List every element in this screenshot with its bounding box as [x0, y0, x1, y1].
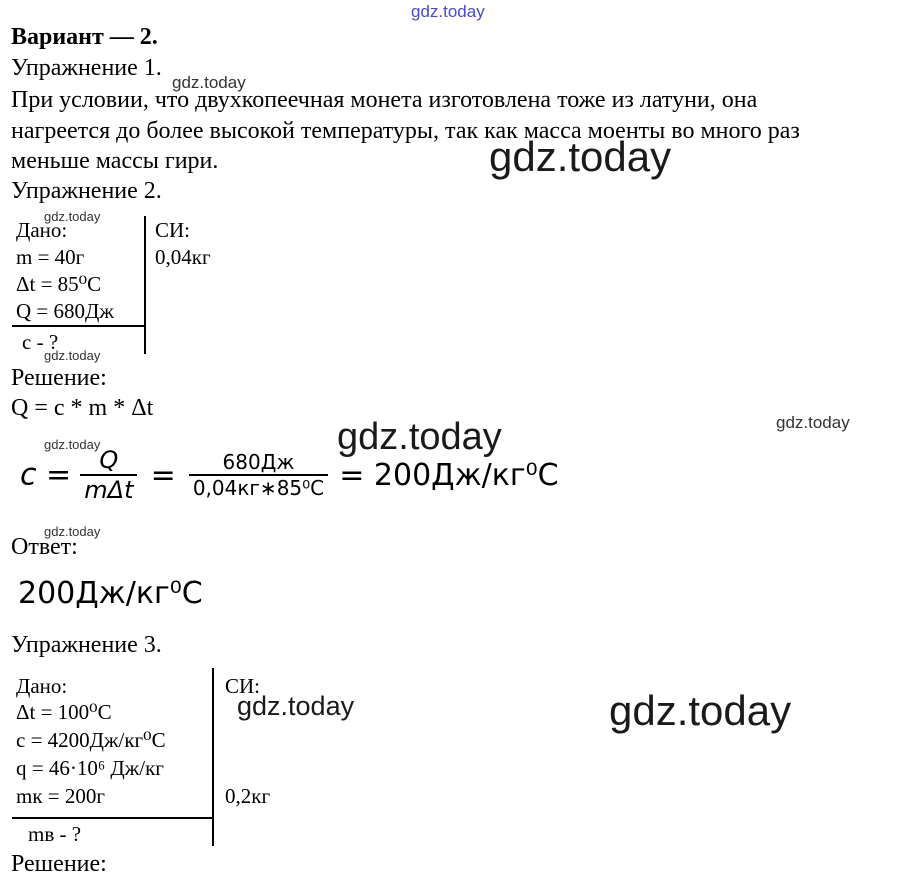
given-label: Дано:: [16, 674, 68, 698]
given-delta-t: Δt = 100⁰С: [16, 700, 112, 724]
given-heat: Q = 680Дж: [16, 299, 114, 323]
ex2-heading: Упражнение 2.: [11, 178, 162, 204]
ex2-answer-value: 200Дж/кг⁰С: [18, 576, 203, 611]
find-value: с - ?: [22, 330, 59, 354]
table-divider: [12, 325, 146, 327]
given-mass: m = 40г: [16, 245, 85, 269]
watermark: gdz.today: [237, 691, 355, 721]
given-label: Дано:: [16, 218, 68, 242]
ex2-solution-label: Решение:: [11, 365, 107, 391]
page-title: Вариант — 2.: [11, 24, 158, 50]
watermark: gdz.today: [44, 348, 101, 363]
watermark: gdz.today: [172, 73, 246, 92]
si-label: СИ:: [225, 674, 261, 698]
formula-lhs: c =: [20, 457, 72, 493]
ex3-solution-label: Решение:: [11, 851, 107, 877]
ex3-heading: Упражнение 3.: [11, 632, 162, 658]
si-mass: 0,04кг: [155, 245, 211, 269]
given-mass: mк = 200г: [16, 784, 105, 808]
find-value: mв - ?: [28, 822, 82, 846]
given-delta-t: Δt = 85⁰С: [16, 272, 102, 296]
formula-fraction-2-denominator: 0,04кг∗85⁰С: [192, 476, 325, 500]
ex2-formula: [20, 446, 559, 504]
formula-equals: =: [150, 457, 176, 493]
si-mass: 0,2кг: [225, 784, 271, 808]
formula-fraction-2: [189, 450, 328, 500]
formula-result: = 200Дж/кг⁰С: [339, 457, 559, 493]
ex1-text-line: При условии, что двухкопеечная монета изготовлена тоже из латуни, она: [11, 87, 758, 113]
ex1-text-line: нагреется до более высокой температуры, так как масса моенты во много раз: [11, 118, 800, 144]
ex1-text-line: меньше массы гири.: [11, 148, 219, 174]
watermark: gdz.today: [776, 413, 850, 432]
watermark: gdz.today: [489, 133, 672, 180]
watermark: gdz.today: [337, 416, 502, 458]
given-heat-of-combustion: q = 46·10⁶ Дж/кг: [16, 756, 164, 780]
watermark-top: gdz.today: [411, 2, 485, 21]
formula-fraction-1: [80, 446, 137, 504]
watermark: gdz.today: [44, 524, 101, 539]
table-divider: [144, 216, 146, 354]
given-specific-heat: c = 4200Дж/кг⁰С: [16, 728, 166, 752]
watermark: gdz.today: [44, 209, 101, 224]
si-label: СИ:: [155, 218, 191, 242]
watermark: gdz.today: [609, 687, 792, 734]
table-divider: [212, 668, 214, 846]
watermark: gdz.today: [44, 437, 101, 452]
formula-fraction-1-numerator: Q: [80, 446, 137, 476]
formula-fraction-2-numerator: 680Дж: [189, 450, 328, 476]
table-divider: [12, 817, 214, 819]
ex2-answer-label: Ответ:: [11, 534, 78, 560]
ex2-equation: Q = c * m * Δt: [11, 395, 154, 421]
ex1-heading: Упражнение 1.: [11, 55, 162, 81]
formula-fraction-1-denominator: mΔt: [84, 476, 134, 504]
